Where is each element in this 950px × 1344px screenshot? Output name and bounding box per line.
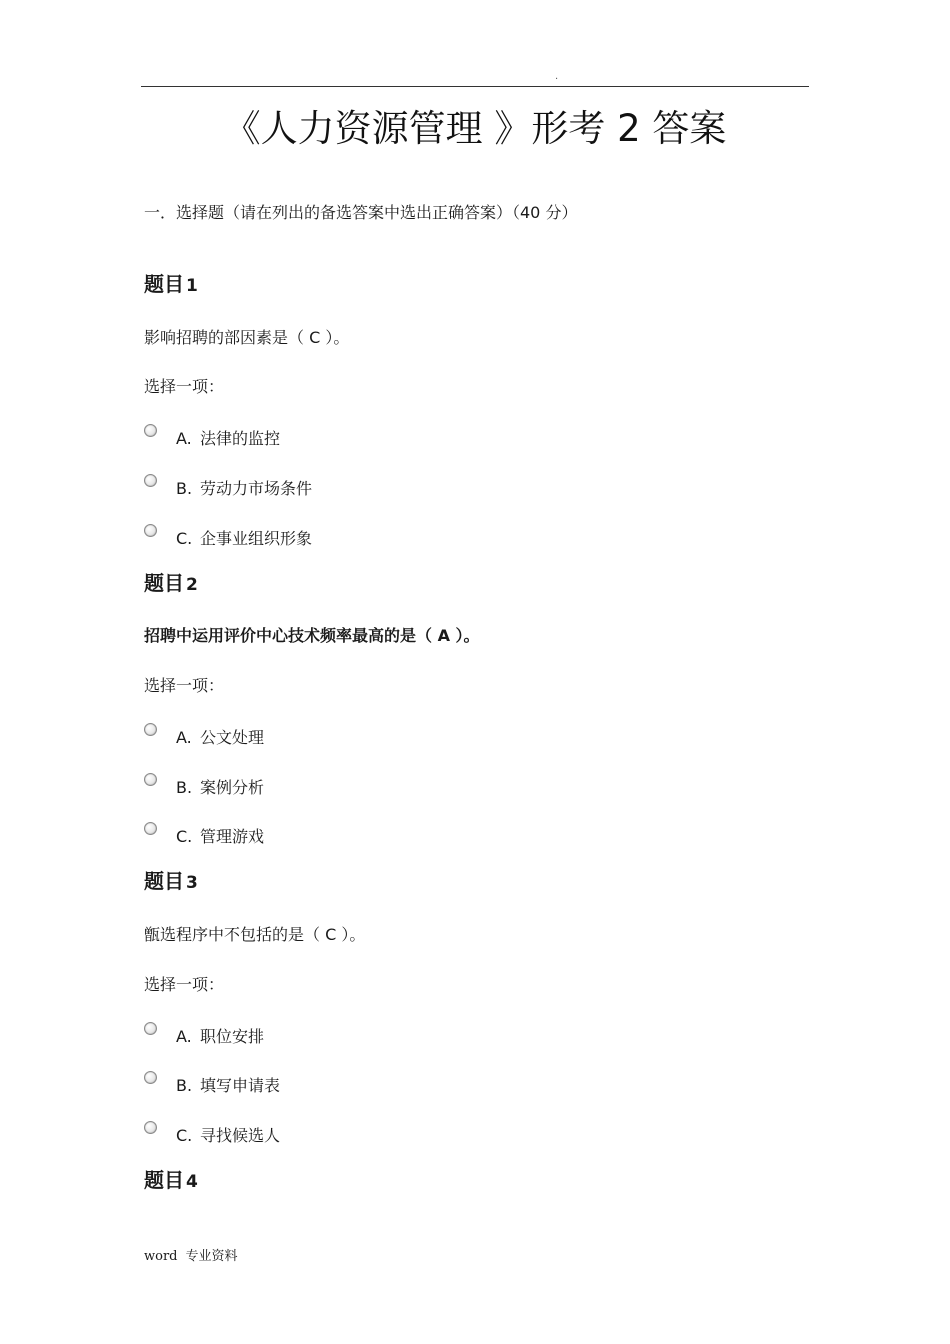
question-heading [144, 1166, 198, 1196]
option-letter: B. [176, 778, 193, 797]
document-title: 《人力资源管理 》形考 2 答案 [223, 107, 727, 150]
radio-button[interactable] [144, 773, 157, 786]
option-text: 寻找候选人 [200, 1126, 281, 1145]
option-letter: C. [176, 827, 193, 846]
radio-button[interactable] [144, 723, 157, 736]
radio-button[interactable] [144, 1022, 157, 1035]
question-stem: 影响招聘的部因素是（ C ）。 [144, 328, 350, 347]
choice-prompt: 选择一项： [144, 377, 225, 396]
header-mark: . [555, 71, 559, 82]
question-number: 4 [186, 1172, 198, 1192]
question-stem: 甑选程序中不包括的是（ C ）。 [144, 925, 366, 944]
option-letter: B. [176, 479, 193, 498]
option-text: 职位安排 [200, 1027, 265, 1046]
question-label: 题目 [144, 272, 184, 296]
question-heading [144, 569, 198, 599]
radio-button[interactable] [144, 822, 157, 835]
question-stem: 招聘中运用评价中心技术频率最高的是（ A ）。 [144, 626, 480, 645]
option-text: 公文处理 [200, 728, 265, 747]
radio-button[interactable] [144, 1071, 157, 1084]
radio-button[interactable] [144, 1121, 157, 1134]
header-rule [141, 86, 809, 87]
question-number: 3 [186, 873, 198, 893]
radio-button[interactable] [144, 474, 157, 487]
page-footer [144, 1248, 238, 1266]
option-text: 企事业组织形象 [200, 529, 313, 548]
section-heading: 一．选择题（请在列出的备选答案中选出正确答案）（40 分） [144, 203, 578, 222]
option-text: 管理游戏 [200, 827, 265, 846]
question-number: 2 [186, 575, 198, 595]
option-letter: A. [176, 1027, 192, 1046]
option-letter: C. [176, 529, 193, 548]
radio-button[interactable] [144, 524, 157, 537]
question-heading [144, 867, 198, 897]
option-letter: C. [176, 1126, 193, 1145]
question-label: 题目 [144, 1168, 184, 1192]
footer-brand: word [144, 1249, 178, 1264]
option-text: 法律的监控 [200, 429, 281, 448]
footer-tag: 专业资料 [185, 1249, 238, 1264]
question-heading [144, 270, 198, 300]
option-letter: B. [176, 1076, 193, 1095]
option-text: 填写申请表 [200, 1076, 281, 1095]
question-number: 1 [186, 276, 198, 296]
question-label: 题目 [144, 869, 184, 893]
option-text: 案例分析 [200, 778, 265, 797]
option-text: 劳动力市场条件 [200, 479, 313, 498]
radio-button[interactable] [144, 424, 157, 437]
choice-prompt: 选择一项： [144, 676, 225, 695]
option-letter: A. [176, 728, 192, 747]
choice-prompt: 选择一项： [144, 975, 225, 994]
question-label: 题目 [144, 571, 184, 595]
option-letter: A. [176, 429, 192, 448]
